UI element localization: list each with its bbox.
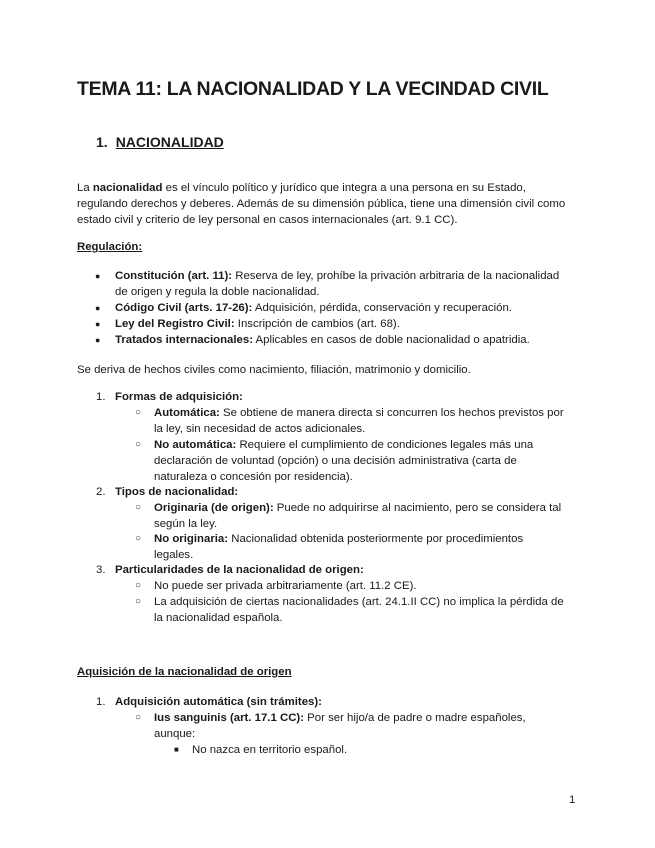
list-number: 1. bbox=[96, 696, 106, 708]
list-label: Tipos de nacionalidad: bbox=[115, 486, 239, 498]
regulation-text: Reserva de ley, prohíbe la privación arbitraria de la nacionalidad bbox=[232, 270, 560, 282]
sub-text-cont: declaración de voluntad (opción) o una decisión administrativa (carta de bbox=[154, 455, 517, 467]
sub-label: Automática: bbox=[154, 407, 220, 419]
sub-label: No originaria: bbox=[154, 533, 229, 545]
regulation-label: Ley del Registro Civil: bbox=[115, 318, 235, 330]
page-title: TEMA 11: LA NACIONALIDAD Y LA VECINDAD CIVIL bbox=[77, 78, 549, 100]
regulation-text: Adquisición, pérdida, conservación y recuperación. bbox=[252, 302, 512, 314]
square-bullet-icon: ■ bbox=[174, 745, 179, 754]
list-label: Particularidades de la nacionalidad de origen: bbox=[115, 564, 364, 576]
sub-label: Originaria (de origen): bbox=[154, 502, 274, 514]
sub-text: Nacionalidad obtenida posteriormente por procedimientos bbox=[228, 533, 524, 545]
sub-text: Puede no adquirirse al nacimiento, pero se considera tal bbox=[273, 502, 562, 514]
bullet-icon: ● bbox=[95, 303, 101, 313]
list-label: Adquisición automática (sin trámites): bbox=[115, 696, 322, 708]
sub-label: Ius sanguinis (art. 17.1 CC): bbox=[154, 712, 305, 724]
sub-text-cont: naturaleza o concesión por residencia). bbox=[154, 471, 353, 483]
sub-text: Requiere el cumplimiento de condiciones legales más una bbox=[236, 439, 534, 451]
regulation-heading: Regulación: bbox=[77, 241, 143, 253]
intro-after: es el vínculo político y jurídico que integra a una persona en su Estado, regulando derechos y deberes. Además de su dimensión pública, tiene una dimensión civil como estado civil y criterio de ley personal en casos internacionales (art. 9.1 CC). bbox=[77, 182, 566, 226]
sub-text-cont: la nacionalidad española. bbox=[154, 612, 283, 624]
sub-text: Por ser hijo/a de padre o madre españoles, bbox=[304, 712, 526, 724]
list-label: Formas de adquisición: bbox=[115, 391, 243, 403]
bullet-icon: ● bbox=[95, 271, 101, 281]
list-number: 1. bbox=[96, 391, 106, 403]
sub-sub-text: No nazca en territorio español. bbox=[192, 744, 348, 756]
sub-text: Se obtiene de manera directa si concurren los hechos previstos por bbox=[219, 407, 564, 419]
circle-bullet-icon: ○ bbox=[135, 533, 142, 544]
section-number: 1. bbox=[96, 134, 108, 150]
section-heading bbox=[96, 134, 224, 150]
list-number: 2. bbox=[96, 486, 106, 498]
intro-before: La bbox=[77, 182, 93, 194]
circle-bullet-icon: ○ bbox=[135, 439, 142, 450]
intro-bold-term: nacionalidad bbox=[92, 182, 163, 194]
regulation-text-cont: de origen y regula la doble nacionalidad. bbox=[115, 286, 320, 298]
regulation-text: Inscripción de cambios (art. 68). bbox=[234, 318, 400, 330]
acquisition-heading: Aquisición de la nacionalidad de origen bbox=[77, 666, 292, 678]
regulation-label: Código Civil (arts. 17-26): bbox=[115, 302, 253, 314]
list-number: 3. bbox=[96, 564, 106, 576]
sub-text-cont: aunque: bbox=[154, 728, 196, 740]
sub-text-cont: según la ley. bbox=[154, 518, 218, 530]
section-label: NACIONALIDAD bbox=[115, 134, 224, 150]
circle-bullet-icon: ○ bbox=[135, 596, 142, 607]
sub-text: No puede ser privada arbitrariamente (art. 11.2 CE). bbox=[154, 580, 417, 592]
derives-paragraph: Se deriva de hechos civiles como nacimiento, filiación, matrimonio y domicilio. bbox=[77, 364, 471, 376]
regulation-text: Aplicables en casos de doble nacionalidad o apatridia. bbox=[253, 334, 530, 346]
circle-bullet-icon: ○ bbox=[135, 407, 142, 418]
sub-text-cont: la ley, sin necesidad de actos adicionales. bbox=[154, 423, 366, 435]
regulation-label: Constitución (art. 11): bbox=[115, 270, 233, 282]
bullet-icon: ● bbox=[95, 335, 101, 345]
sub-text-cont: legales. bbox=[154, 549, 194, 561]
regulation-label: Tratados internacionales: bbox=[115, 334, 253, 346]
page-number: 1 bbox=[569, 794, 576, 806]
circle-bullet-icon: ○ bbox=[135, 712, 142, 723]
sub-label: No automática: bbox=[154, 439, 237, 451]
circle-bullet-icon: ○ bbox=[135, 502, 142, 513]
circle-bullet-icon: ○ bbox=[135, 580, 142, 591]
intro-paragraph bbox=[77, 180, 577, 228]
sub-text: La adquisición de ciertas nacionalidades (art. 24.1.II CC) no implica la pérdida de bbox=[154, 596, 564, 608]
bullet-icon: ● bbox=[95, 319, 101, 329]
